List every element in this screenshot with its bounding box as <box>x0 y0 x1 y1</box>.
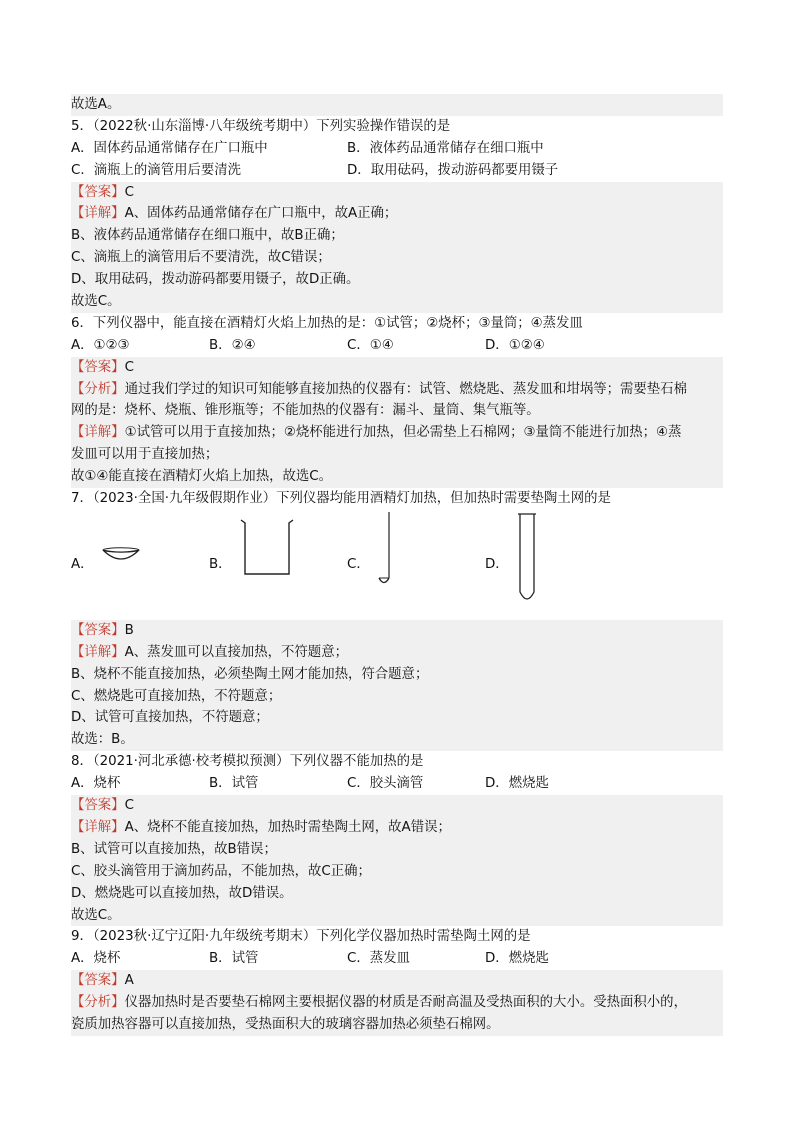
answer-label: 【答案】 <box>71 359 125 375</box>
q4-conclusion: 故选A。 <box>71 94 723 116</box>
q5-options-row1 <box>71 138 723 160</box>
worksheet-content <box>71 94 723 1036</box>
q5-detail-line: C、滴瓶上的滴管用后不要清洗，故C错误； <box>71 247 723 269</box>
q5-options-row2 <box>71 160 723 182</box>
q8-detail-line: C、胶头滴管用于滴加药品，不能加热，故C正确； <box>71 861 723 883</box>
q9-stem: 9．（2023秋·辽宁辽阳·九年级统考期末）下列化学仪器加热时需垫陶土网的是 <box>71 929 531 945</box>
q8-detail-line <box>71 817 723 839</box>
q5-detail-line: D、取用砝码，拨动游码都要用镊子，故D正确。 <box>71 269 723 291</box>
q5-answer <box>71 182 723 204</box>
q6-answer <box>71 357 723 379</box>
q7-figure-options <box>71 510 723 620</box>
q8-stem: 8．（2021·河北承德·校考模拟预测）下列仪器不能加热的是 <box>71 754 424 770</box>
detail-label: 【详解】 <box>71 644 125 660</box>
analysis-label: 【分析】 <box>71 995 125 1011</box>
answer-value: C <box>124 184 134 200</box>
detail-text: ①试管可以用于直接加热；②烧杯能进行加热，但必需垫上石棉网；③量筒不能进行加热；④蒸 <box>124 425 682 441</box>
q6-analysis-line <box>71 379 723 401</box>
test-tube-icon <box>515 510 539 606</box>
answer-value: A <box>124 973 134 989</box>
q5-conclusion: 故选C。 <box>71 291 723 313</box>
q6-options <box>71 335 723 357</box>
answer-label: 【答案】 <box>71 622 125 638</box>
q7-detail-line <box>71 642 723 664</box>
q9-option-a: A．烧杯 <box>71 951 121 967</box>
q5-option-c: C．滴瓶上的滴管用后要清洗 <box>71 162 242 178</box>
q7-option-b-label: B． <box>209 556 232 572</box>
q5-option-d: D．取用砝码，拨动游码都要用镊子 <box>347 162 559 178</box>
q8-conclusion: 故选C。 <box>71 905 723 927</box>
q8-option-a: A．烧杯 <box>71 776 121 792</box>
q5-option-b: B．液体药品通常储存在细口瓶中 <box>347 140 544 156</box>
beaker-icon <box>239 518 295 578</box>
q8-option-c: C．胶头滴管 <box>347 776 424 792</box>
q7-option-c-label: C． <box>347 556 370 572</box>
q9-analysis-line: 瓷质加热容器可以直接加热，受热面积大的玻璃容器加热必须垫石棉网。 <box>71 1014 723 1036</box>
q5-option-a: A．固体药品通常储存在广口瓶中 <box>71 140 268 156</box>
combustion-spoon-icon <box>375 510 399 588</box>
q7-option-d-label: D． <box>485 556 509 572</box>
q7-detail-line: C、燃烧匙可直接加热，不符题意； <box>71 686 723 708</box>
detail-text: A、固体药品通常储存在广口瓶中，故A正确； <box>124 206 398 222</box>
q8-detail-line: D、燃烧匙可以直接加热，故D错误。 <box>71 883 723 905</box>
q9-option-c: C．蒸发皿 <box>347 951 410 967</box>
detail-label: 【详解】 <box>71 819 125 835</box>
q5-detail-line: B、液体药品通常储存在细口瓶中，故B正确； <box>71 225 723 247</box>
q5-detail-line <box>71 203 723 225</box>
q9-answer <box>71 970 723 992</box>
detail-label: 【详解】 <box>71 206 125 222</box>
q7-answer <box>71 620 723 642</box>
q6-option-c: C．①④ <box>347 337 394 353</box>
answer-label: 【答案】 <box>71 184 125 200</box>
q9-option-b: B．试管 <box>209 951 259 967</box>
q5-stem: 5．（2022秋·山东淄博·八年级统考期中）下列实验操作错误的是 <box>71 118 451 134</box>
q7-stem: 7．（2023·全国·九年级假期作业）下列仪器均能用酒精灯加热，但加热时需要垫陶土网的是 <box>71 491 611 507</box>
q6-detail-line <box>71 422 723 444</box>
q6-detail-line: 发皿可以用于直接加热； <box>71 444 723 466</box>
q9-options <box>71 948 723 970</box>
q7-detail-line: D、试管可直接加热，不符题意； <box>71 707 723 729</box>
q6-stem: 6．下列仪器中，能直接在酒精灯火焰上加热的是：①试管；②烧杯；③量筒；④蒸发皿 <box>71 315 583 331</box>
q6-detail-line: 故①④能直接在酒精灯火焰上加热，故选C。 <box>71 466 723 488</box>
q8-option-b: B．试管 <box>209 776 259 792</box>
answer-value: C <box>124 359 134 375</box>
q6-analysis-line: 网的是：烧杯、烧瓶、锥形瓶等；不能加热的仪器有：漏斗、量筒、集气瓶等。 <box>71 400 723 422</box>
detail-text: A、烧杯不能直接加热，加热时需垫陶土网，故A错误； <box>124 819 451 835</box>
q7-detail-line: B、烧杯不能直接加热，必须垫陶土网才能加热，符合题意； <box>71 664 723 686</box>
detail-text: A、蒸发皿可以直接加热，不符题意； <box>124 644 348 660</box>
q9-analysis-line <box>71 992 723 1014</box>
detail-label: 【详解】 <box>71 425 125 441</box>
q8-answer <box>71 795 723 817</box>
answer-value: C <box>124 798 134 814</box>
answer-label: 【答案】 <box>71 973 125 989</box>
analysis-label: 【分析】 <box>71 381 125 397</box>
q7-option-a-label: A． <box>71 556 94 572</box>
q8-options <box>71 773 723 795</box>
q6-option-b: B．②④ <box>209 337 256 353</box>
q9-option-d: D．燃烧匙 <box>485 951 549 967</box>
q8-option-d: D．燃烧匙 <box>485 776 549 792</box>
answer-value: B <box>124 622 134 638</box>
q6-option-d: D．①②④ <box>485 337 545 353</box>
q7-conclusion: 故选：B。 <box>71 729 723 751</box>
q8-detail-line: B、试管可以直接加热，故B错误； <box>71 839 723 861</box>
analysis-text: 仪器加热时是否要垫石棉网主要根据仪器的材质是否耐高温及受热面积的大小。受热面积小的， <box>124 995 687 1011</box>
analysis-text: 通过我们学过的知识可知能够直接加热的仪器有：试管、燃烧匙、蒸发皿和坩埚等；需要垫石棉 <box>124 381 687 397</box>
q6-option-a: A．①②③ <box>71 337 130 353</box>
answer-label: 【答案】 <box>71 798 125 814</box>
evaporating-dish-icon <box>101 546 141 566</box>
